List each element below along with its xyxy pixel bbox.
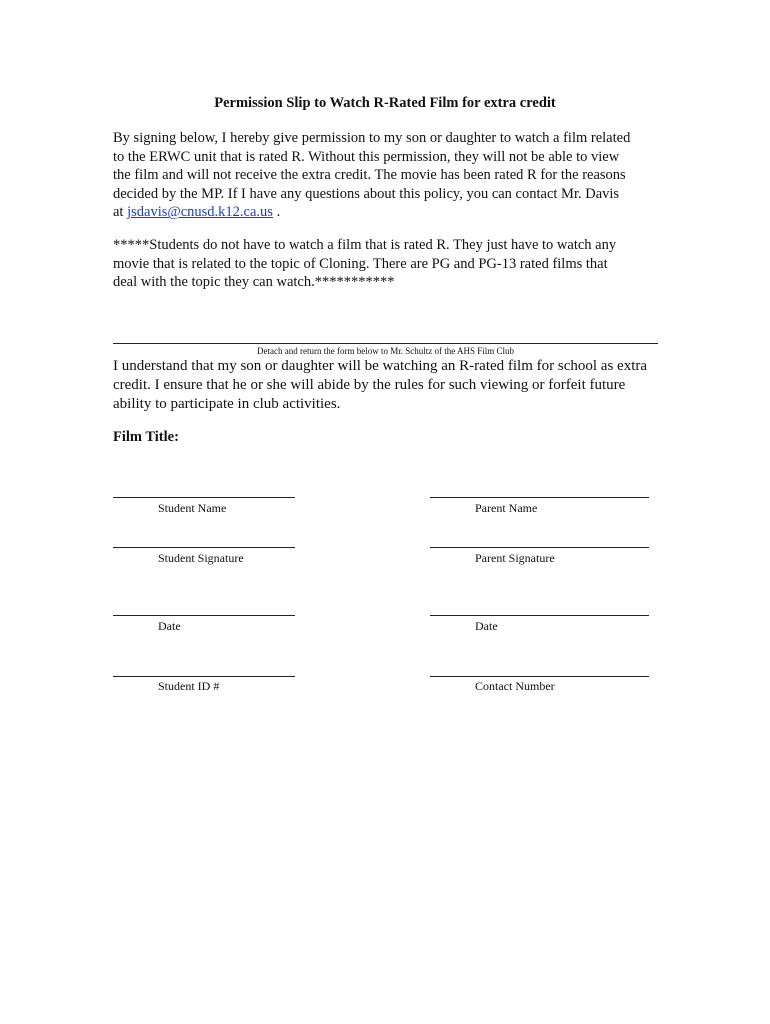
paragraph-line: I understand that my son or daughter will be watching an R-rated film for school as extra — [113, 358, 648, 374]
paragraph-line: By signing below, I hereby give permission to my son or daughter to watch a film related — [113, 130, 631, 146]
film-title-label: Film Title: — [113, 429, 179, 445]
paragraph-line: ability to participate in club activities. — [113, 396, 341, 412]
detach-divider — [113, 343, 658, 344]
parent-signature-label: Parent Signature — [475, 551, 555, 565]
paragraph-line: *****Students do not have to watch a film that is rated R. They just have to watch any — [113, 237, 617, 253]
document-title: Permission Slip to Watch R-Rated Film for extra credit — [214, 95, 556, 111]
student-date-line[interactable] — [113, 615, 295, 616]
paragraph-line: the film and will not receive the extra credit. The movie has been rated R for the reasons — [113, 167, 626, 184]
parent-name-line[interactable] — [430, 497, 649, 498]
paragraph-line: to the ERWC unit that is rated R. Without this permission, they will not be able to view — [113, 148, 620, 165]
parent-date-label: Date — [475, 619, 498, 633]
paragraph-line: credit. I ensure that he or she will abide by the rules for such viewing or forfeit future — [113, 377, 626, 393]
contact-suffix: . — [272, 204, 281, 221]
parent-name-label: Parent Name — [475, 501, 538, 515]
student-name-line[interactable] — [113, 497, 295, 498]
contact-prefix: at — [113, 204, 128, 221]
email-link[interactable]: jsdavis@cnusd.k12.ca.us — [127, 204, 273, 221]
paragraph-line: movie that is related to the topic of Cloning. There are PG and PG-13 rated films that — [113, 255, 608, 272]
contact-number-label: Contact Number — [475, 679, 555, 693]
student-name-label: Student Name — [158, 501, 227, 515]
permission-paragraph — [113, 129, 673, 222]
student-id-line[interactable] — [113, 676, 295, 677]
paragraph-line: deal with the topic they can watch.*********** — [113, 274, 395, 291]
agreement-paragraph — [113, 357, 647, 414]
student-signature-line[interactable] — [113, 547, 295, 548]
students-note-paragraph — [113, 236, 673, 292]
detach-note: Detach and return the form below to Mr. Schultz of the AHS Film Club — [257, 346, 514, 356]
paragraph-line-contact — [113, 203, 673, 222]
parent-date-line[interactable] — [430, 615, 649, 616]
student-id-label: Student ID # — [158, 679, 220, 693]
parent-signature-line[interactable] — [430, 547, 649, 548]
student-date-label: Date — [158, 619, 181, 633]
student-signature-label: Student Signature — [158, 551, 244, 565]
contact-number-line[interactable] — [430, 676, 649, 677]
paragraph-line: decided by the MP. If I have any questions about this policy, you can contact Mr. Davis — [113, 185, 620, 202]
